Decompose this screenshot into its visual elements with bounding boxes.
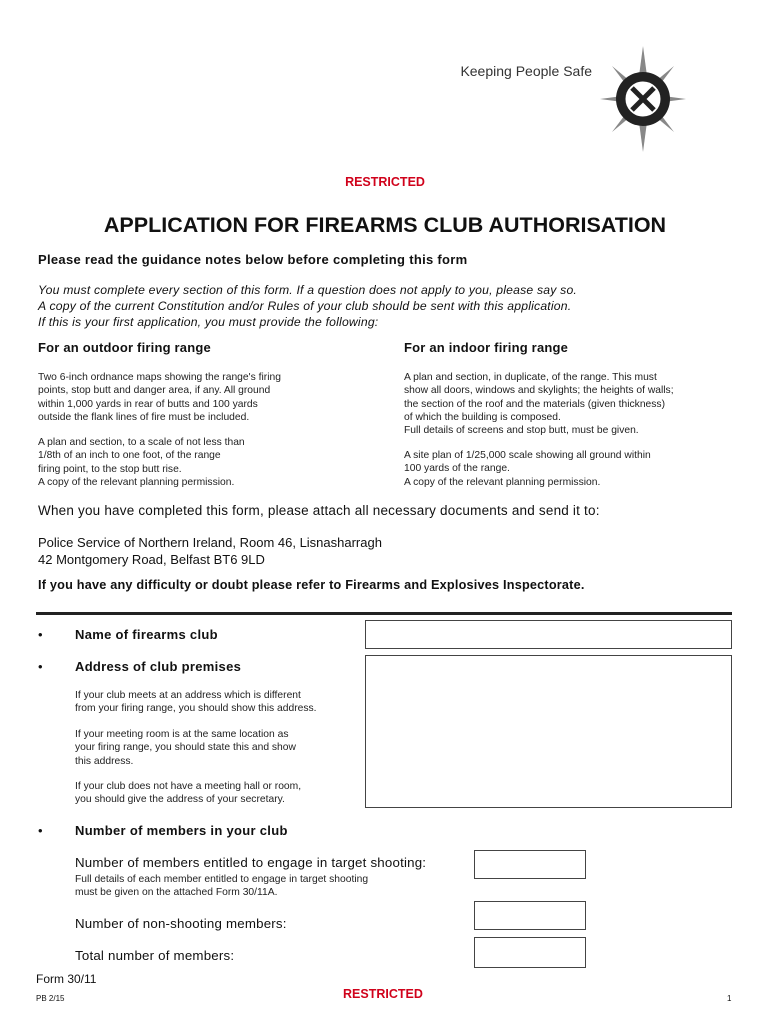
psni-crest-logo [600,46,686,152]
premises-address-field[interactable] [365,655,732,808]
club-name-label: Name of firearms club [75,627,218,642]
form-number: Form 30/11 [36,972,97,986]
restricted-label-bottom: RESTRICTED [343,987,423,1001]
form-code: PB 2/15 [36,994,65,1003]
indoor-requirements-2: A site plan of 1/25,000 scale showing all ground within 100 yards of the range. A copy of the relevant planning permission. [404,450,651,488]
bullet: • [38,823,43,838]
club-name-field[interactable] [365,620,732,649]
form-title: APPLICATION FOR FIREARMS CLUB AUTHORISATION [103,213,667,237]
intro-line: You must complete every section of this form. If a question does not apply to you, please say so. [38,283,578,297]
intro-line: If this is your first application, you must provide the following: [38,315,379,329]
shooting-members-label: Number of members entitled to engage in target shooting: [75,855,427,870]
section-divider [36,612,732,615]
indoor-requirements-1: A plan and section, in duplicate, of the range. This must show all doors, windows and skylights; the heights of walls; the section of the roof and the materials (given thickness) of which the building is composed. Full details of screens and stop butt, must be given. [404,372,674,437]
doubt-notice: If you have any difficulty or doubt please refer to Firearms and Explosives Inspectorate. [38,578,585,592]
intro-line: A copy of the current Constitution and/or Rules of your club should be sent with this application. [38,299,572,313]
non-shooting-members-label: Number of non-shooting members: [75,916,287,931]
tagline: Keeping People Safe [460,63,592,79]
outdoor-heading: For an outdoor firing range [38,340,211,355]
bullet: • [38,627,43,642]
premises-note-1: If your club meets at an address which is different from your firing range, you should show this address. [75,690,317,715]
guidance-heading: Please read the guidance notes below before completing this form [38,252,468,267]
outdoor-requirements-1: Two 6-inch ordnance maps showing the range's firing points, stop butt and danger area, if any. All ground within 1,000 yards in rear of butts and 100 yards outside the flank lines of fire must be included. [38,372,281,423]
restricted-label-top: RESTRICTED [345,175,425,189]
outdoor-requirements-2: A plan and section, to a scale of not less than 1/8th of an inch to one foot, of the range firing point, to the stop butt rise. A copy of the relevant planning permission. [38,437,245,488]
shooting-members-note: Full details of each member entitled to engage in target shooting must be given on the attached Form 30/11A. [75,874,369,899]
total-members-field[interactable] [474,937,586,968]
shooting-members-field[interactable] [474,850,586,879]
total-members-label: Total number of members: [75,948,235,963]
premises-note-2: If your meeting room is at the same location as your firing range, you should state this and show this address. [75,729,296,767]
intro-text [38,282,577,330]
indoor-heading: For an indoor firing range [404,340,569,355]
members-label: Number of members in your club [75,823,288,838]
premises-note-3: If your club does not have a meeting hall or room, you should give the address of your secretary. [75,781,302,806]
send-instructions: When you have completed this form, please attach all necessary documents and send it to: [38,503,600,518]
non-shooting-members-field[interactable] [474,901,586,930]
postal-address: Police Service of Northern Ireland, Room 46, Lisnasharragh 42 Montgomery Road, Belfast BT6 9LD [38,535,382,567]
page-number: 1 [727,994,732,1003]
premises-address-label: Address of club premises [75,659,242,674]
bullet: • [38,659,43,674]
